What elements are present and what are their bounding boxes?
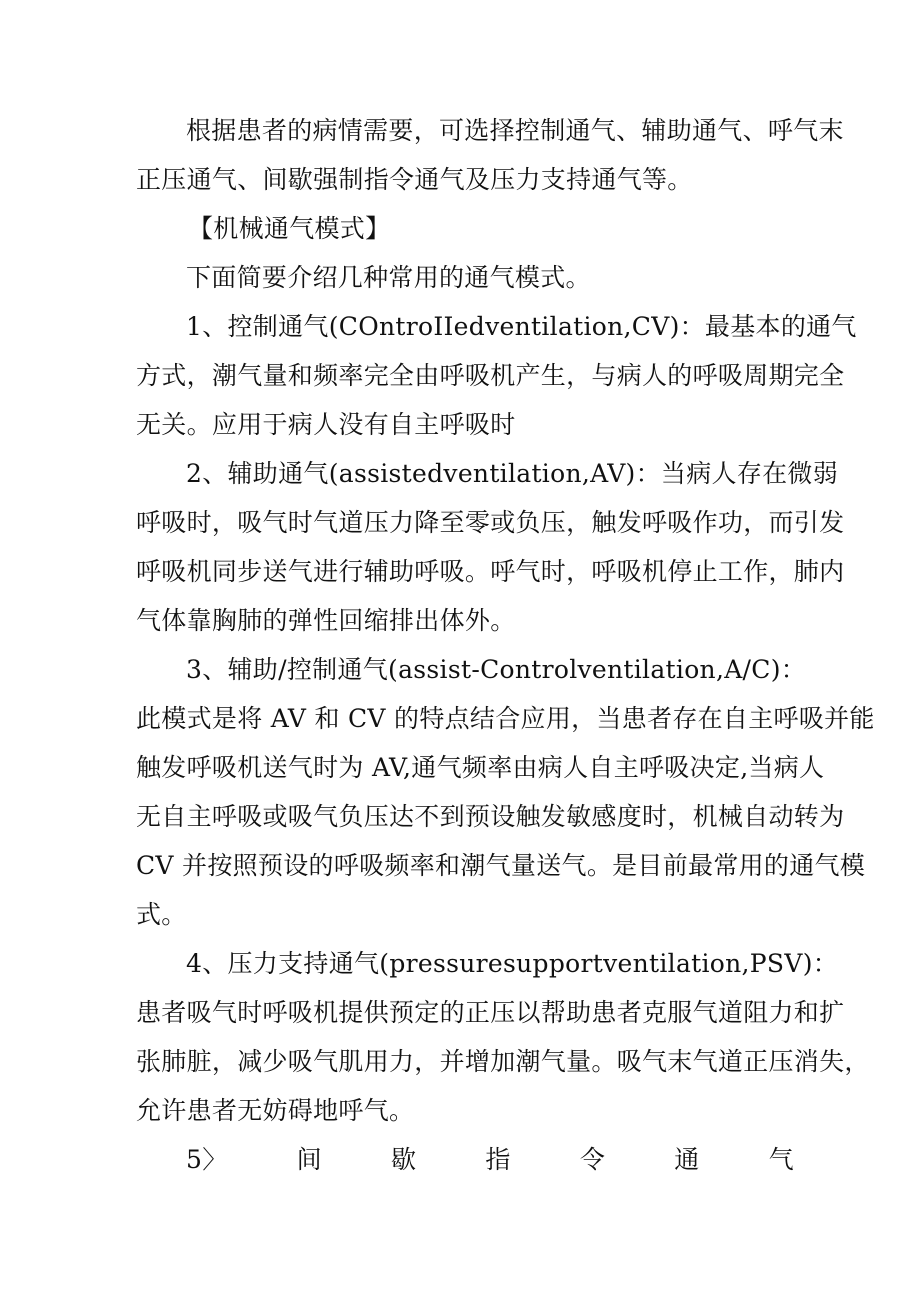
paragraph-ac-line-6: 式。 bbox=[136, 900, 187, 929]
paragraph-ac-line-5: CV 并按照预设的呼吸频率和潮气量送气。是目前最常用的通气模 bbox=[136, 851, 866, 880]
imv-char-6: 气 bbox=[768, 1145, 794, 1174]
paragraph-psv-line-3: 张肺脏，减少吸气肌用力，并增加潮气量。吸气末气道正压消失， bbox=[136, 1047, 870, 1076]
imv-char-1: 间 bbox=[296, 1145, 322, 1174]
imv-char-3: 指 bbox=[485, 1145, 511, 1174]
paragraph-ac-line-1: 3、辅助/控制通气(assist-Controlventilation,A/C)： bbox=[186, 655, 807, 684]
paragraph-ac-line-4: 无自主呼吸或吸气负压达不到预设触发敏感度时，机械自动转为 bbox=[136, 802, 845, 831]
section-heading: 【机械通气模式】 bbox=[188, 214, 391, 243]
paragraph-av-line-2: 呼吸时，吸气时气道压力降至零或负压，触发呼吸作功，而引发 bbox=[136, 508, 845, 537]
paragraph-ac-line-2: 此模式是将 AV 和 CV 的特点结合应用，当患者存在自主呼吸并能 bbox=[136, 704, 875, 733]
paragraph-cv-line-2: 方式，潮气量和频率完全由呼吸机产生，与病人的呼吸周期完全 bbox=[136, 361, 845, 390]
paragraph-cv-line-3: 无关。应用于病人没有自主呼吸时 bbox=[136, 410, 516, 439]
paragraph-1-line-1: 根据患者的病情需要，可选择控制通气、辅助通气、呼气末 bbox=[186, 116, 844, 145]
paragraph-psv-line-2: 患者吸气时呼吸机提供预定的正压以帮助患者克服气道阻力和扩 bbox=[136, 998, 845, 1027]
paragraph-ac-line-3: 触发呼吸机送气时为 AV,通气频率由病人自主呼吸决定,当病人 bbox=[136, 753, 825, 782]
paragraph-1-line-2: 正压通气、间歇强制指令通气及压力支持通气等。 bbox=[136, 165, 693, 194]
imv-char-5: 通 bbox=[674, 1145, 700, 1174]
paragraph-av-line-1: 2、辅助通气(assistedventilation,AV)：当病人存在微弱 bbox=[186, 459, 839, 488]
intro-line: 下面简要介绍几种常用的通气模式。 bbox=[186, 263, 591, 292]
imv-number: 5〉 bbox=[186, 1145, 228, 1174]
paragraph-imv-line-1 bbox=[186, 1143, 794, 1177]
paragraph-psv-line-4: 允许患者无妨碍地呼气。 bbox=[136, 1096, 415, 1125]
paragraph-av-line-4: 气体靠胸肺的弹性回缩排出体外。 bbox=[136, 606, 516, 635]
imv-char-4: 令 bbox=[579, 1145, 606, 1174]
paragraph-cv-line-1: 1、控制通气(COntroIIedventilation,CV)：最基本的通气 bbox=[186, 312, 857, 341]
paragraph-av-line-3: 呼吸机同步送气进行辅助呼吸。呼气时，呼吸机停止工作，肺内 bbox=[136, 557, 845, 586]
paragraph-psv-line-1: 4、压力支持通气(pressuresupportventilation,PSV)： bbox=[186, 949, 839, 978]
imv-char-2: 歇 bbox=[391, 1145, 417, 1174]
